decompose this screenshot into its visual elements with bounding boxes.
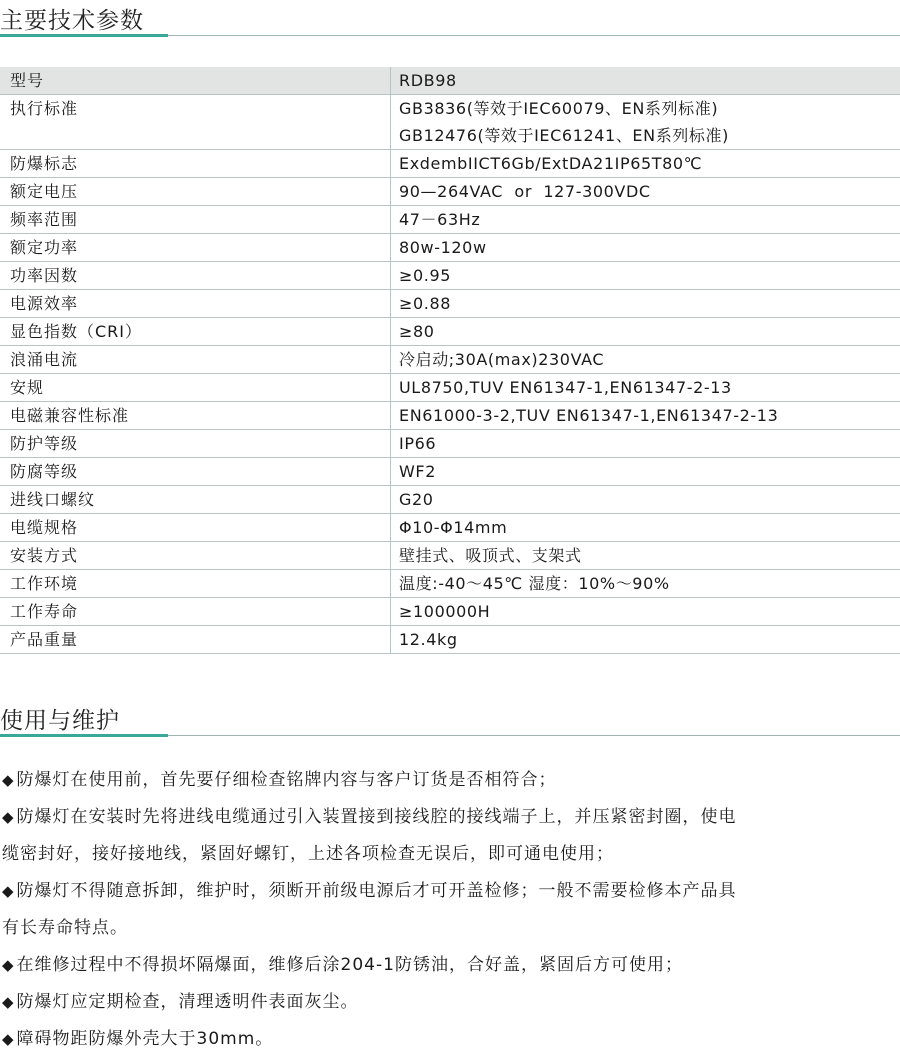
spec-value — [391, 458, 900, 486]
spec-value-line: 温度:-40～45℃ 湿度：10%～90% — [399, 570, 900, 597]
spec-row — [0, 570, 900, 598]
maintenance-line — [2, 988, 898, 1025]
section-divider — [0, 35, 900, 36]
maintenance-text: 防爆灯在使用前，首先要仔细检查铭牌内容与客户订货是否相符合； — [17, 770, 557, 790]
spec-value — [391, 514, 900, 542]
maintenance-text: 在维修过程中不得损坏隔爆面，维修后涂204-1防锈油，合好盖，紧固后方可使用； — [17, 955, 683, 975]
maintenance-text: 缆密封好，接好接地线，紧固好螺钉，上述各项检查无误后，即可通电使用； — [2, 844, 614, 864]
spec-value-line: EN61000-3-2,TUV EN61347-1,EN61347-2-13 — [399, 402, 900, 429]
spec-value — [391, 290, 900, 318]
spec-value — [391, 95, 900, 150]
spec-value-line: Φ10-Φ14mm — [399, 514, 900, 541]
spec-row — [0, 374, 900, 402]
spec-row — [0, 346, 900, 374]
spec-row — [0, 514, 900, 542]
spec-label: 安规 — [0, 374, 391, 402]
spec-value — [391, 234, 900, 262]
spec-row — [0, 150, 900, 178]
spec-row — [0, 67, 900, 95]
spec-value-line: 47－63Hz — [399, 206, 900, 233]
section-title-usage-maintenance: 使用与维护 — [0, 702, 120, 735]
spec-value — [391, 598, 900, 626]
spec-value — [391, 318, 900, 346]
maintenance-line — [2, 840, 898, 877]
spec-value-line: ≥100000H — [399, 598, 900, 625]
spec-row — [0, 178, 900, 206]
spec-value-line: 80w-120w — [399, 234, 900, 261]
spec-label: 电磁兼容性标准 — [0, 402, 391, 430]
spec-label: 执行标准 — [0, 95, 391, 150]
spec-value-line: ≥0.88 — [399, 290, 900, 317]
spec-label: 显色指数（CRI） — [0, 318, 391, 346]
spec-value — [391, 150, 900, 178]
maintenance-line — [2, 803, 898, 840]
spec-value-line: ≥80 — [399, 318, 900, 345]
spec-value-line: 壁挂式、吸顶式、支架式 — [399, 542, 900, 569]
spec-row — [0, 486, 900, 514]
spec-label: 频率范围 — [0, 206, 391, 234]
diamond-bullet-icon: ◆ — [2, 882, 15, 900]
spec-row — [0, 318, 900, 346]
spec-row — [0, 290, 900, 318]
spec-label: 产品重量 — [0, 626, 391, 654]
spec-label: 功率因数 — [0, 262, 391, 290]
spec-value-line: 冷启动;30A(max)230VAC — [399, 346, 900, 373]
spec-value-line: IP66 — [399, 430, 900, 457]
spec-row — [0, 598, 900, 626]
spec-label: 电缆规格 — [0, 514, 391, 542]
maintenance-line — [2, 951, 898, 988]
spec-value-line: 12.4kg — [399, 626, 900, 653]
spec-value-line: G20 — [399, 486, 900, 513]
maintenance-list — [2, 766, 898, 1062]
spec-value — [391, 67, 900, 95]
spec-label: 电源效率 — [0, 290, 391, 318]
maintenance-line — [2, 914, 898, 951]
maintenance-line — [2, 766, 898, 803]
spec-value — [391, 430, 900, 458]
spec-value — [391, 402, 900, 430]
spec-row — [0, 206, 900, 234]
spec-label: 型号 — [0, 67, 391, 95]
diamond-bullet-icon: ◆ — [2, 1030, 15, 1048]
spec-value-line: ≥0.95 — [399, 262, 900, 289]
spec-value-line: ExdembIICT6Gb/ExtDA21IP65T80℃ — [399, 150, 900, 177]
spec-value-line: RDB98 — [399, 67, 900, 94]
diamond-bullet-icon: ◆ — [2, 993, 15, 1011]
maintenance-text: 防爆灯不得随意拆卸，维护时，须断开前级电源后才可开盖检修；一般不需要检修本产品具 — [17, 881, 737, 901]
spec-value-line: WF2 — [399, 458, 900, 485]
spec-row — [0, 626, 900, 654]
diamond-bullet-icon: ◆ — [2, 808, 15, 826]
spec-table — [0, 67, 900, 654]
spec-label: 进线口螺纹 — [0, 486, 391, 514]
spec-value — [391, 206, 900, 234]
spec-row — [0, 430, 900, 458]
section-divider — [0, 735, 900, 736]
spec-value — [391, 346, 900, 374]
spec-value-line: GB3836(等效于IEC60079、EN系列标准) — [399, 95, 900, 122]
maintenance-line — [2, 877, 898, 914]
spec-value — [391, 374, 900, 402]
spec-row — [0, 458, 900, 486]
spec-value-line: 90—264VAC or 127-300VDC — [399, 178, 900, 205]
maintenance-text: 障碍物距防爆外壳大于30mm。 — [17, 1029, 274, 1049]
spec-row — [0, 95, 900, 150]
spec-label: 额定电压 — [0, 178, 391, 206]
spec-label: 防护等级 — [0, 430, 391, 458]
spec-value-line: UL8750,TUV EN61347-1,EN61347-2-13 — [399, 374, 900, 401]
spec-row — [0, 234, 900, 262]
spec-value — [391, 486, 900, 514]
spec-value — [391, 178, 900, 206]
spec-label: 工作环境 — [0, 570, 391, 598]
spec-label: 防爆标志 — [0, 150, 391, 178]
maintenance-text: 防爆灯应定期检查，清理透明件表面灰尘。 — [17, 992, 359, 1012]
maintenance-line — [2, 1025, 898, 1062]
spec-label: 额定功率 — [0, 234, 391, 262]
spec-value-line: GB12476(等效于IEC61241、EN系列标准) — [399, 122, 900, 149]
spec-row — [0, 402, 900, 430]
spec-value — [391, 262, 900, 290]
diamond-bullet-icon: ◆ — [2, 771, 15, 789]
spec-label: 安装方式 — [0, 542, 391, 570]
section-title-technical-params: 主要技术参数 — [0, 2, 144, 35]
diamond-bullet-icon: ◆ — [2, 956, 15, 974]
spec-value — [391, 570, 900, 598]
spec-row — [0, 542, 900, 570]
spec-label: 浪涌电流 — [0, 346, 391, 374]
spec-value — [391, 542, 900, 570]
maintenance-text: 有长寿命特点。 — [2, 918, 128, 938]
spec-label: 防腐等级 — [0, 458, 391, 486]
spec-row — [0, 262, 900, 290]
maintenance-text: 防爆灯在安装时先将进线电缆通过引入装置接到接线腔的接线端子上，并压紧密封圈，使电 — [17, 807, 737, 827]
spec-label: 工作寿命 — [0, 598, 391, 626]
spec-value — [391, 626, 900, 654]
